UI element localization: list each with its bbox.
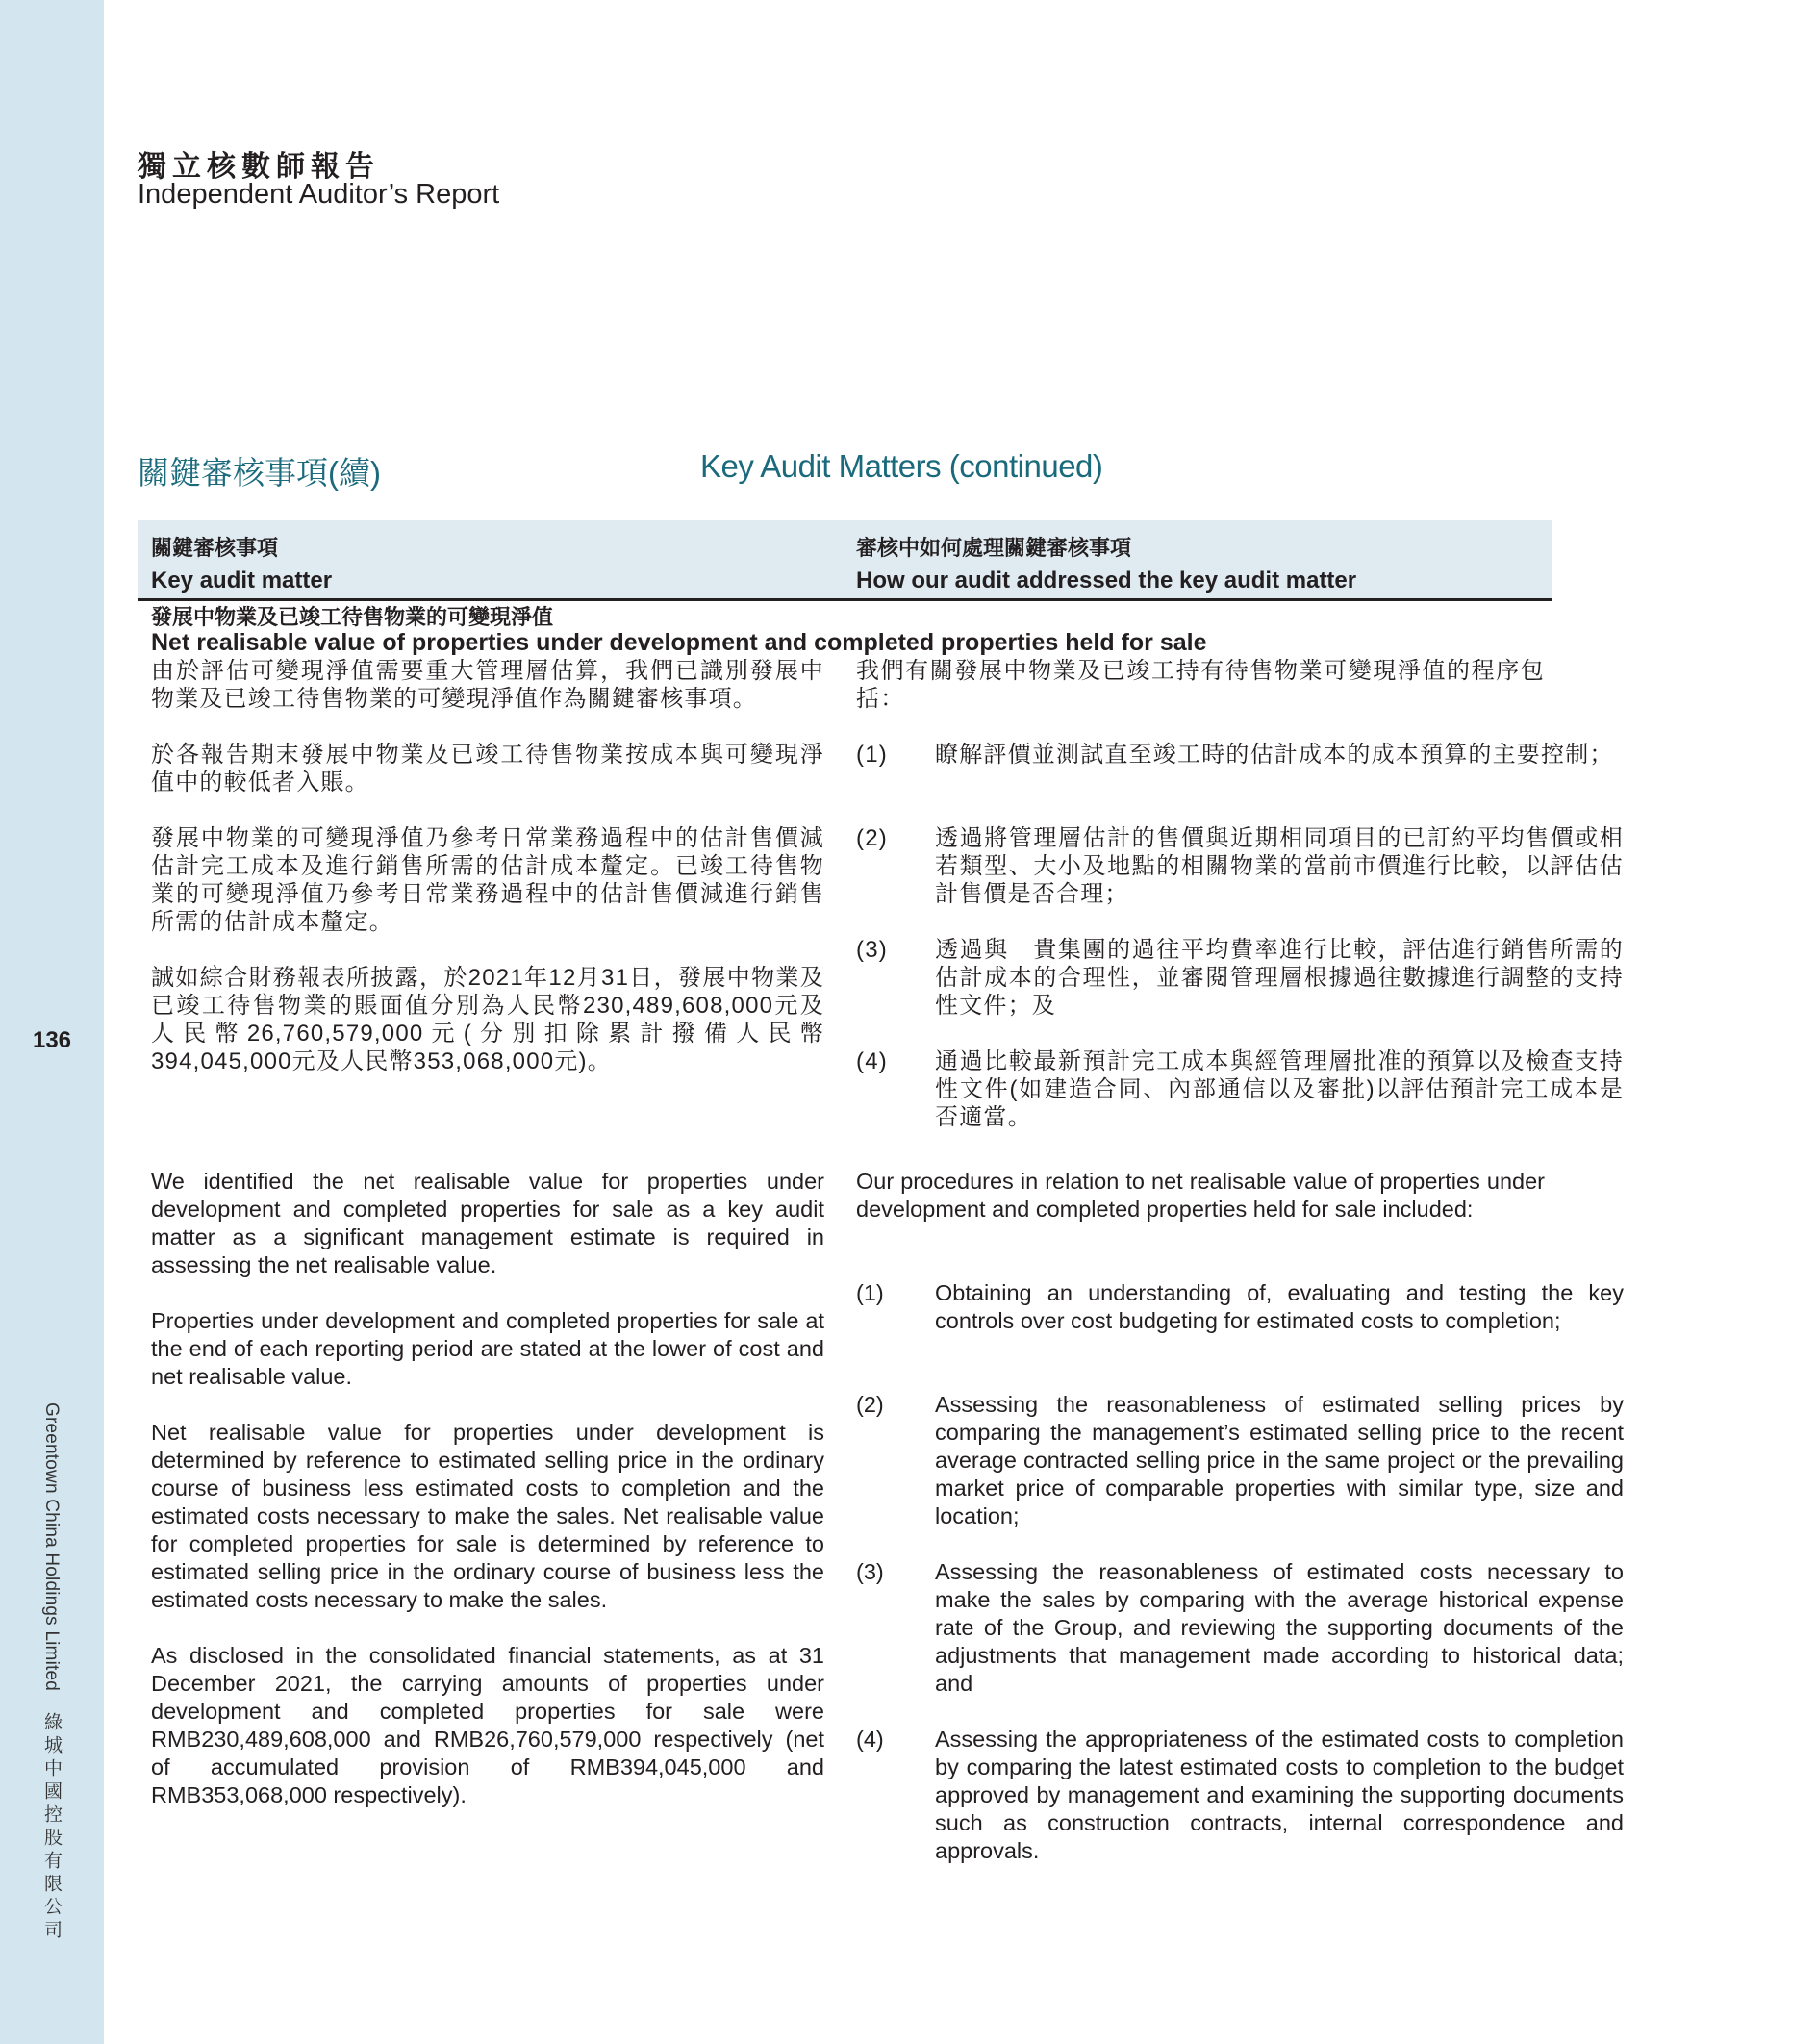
response-zh-item	[856, 1047, 1624, 1131]
response-zh-item	[856, 741, 1624, 769]
response-zh-item	[856, 824, 1624, 908]
kam-en-para-2: Properties under development and completed properties for sale at the end of each reporting period are stated at the lower of cost and net realisable value.	[151, 1308, 824, 1389]
item-text: 透過與 貴集團的過往平均費率進行比較，評估進行銷售所需的估計成本的合理性，並審閱管理層根據過往數據進行調整的支持性文件；及	[935, 937, 1624, 1019]
response-en-item	[856, 1558, 1624, 1698]
table-header	[138, 520, 1552, 601]
kam-en-para-3: Net realisable value for properties under development is determined by reference to estimated selling price in the ordinary course of business less estimated costs to completion and the estimated costs necessary to make the sales. Net realisable value for completed properties for sale is determined by reference to estimated selling price in the ordinary course of business less the estimated costs necessary to make the sales.	[151, 1420, 824, 1612]
response-en-item	[856, 1391, 1624, 1530]
column-header-zh: 審核中如何處理關鍵審核事項	[856, 536, 1132, 560]
item-text: Assessing the reasonableness of estimated costs necessary to make the sales by comparing with the average historical expense rate of the Group, and reviewing the supporting documents of the adjustments that management made according to historical data; and	[935, 1559, 1624, 1696]
company-name	[38, 1402, 64, 1943]
column-header-en: Key audit matter	[151, 568, 333, 593]
matter-title-zh: 發展中物業及已竣工待售物業的可變現淨值	[151, 605, 554, 629]
item-text: 通過比較最新預計完工成本與經管理層批准的預算以及檢查支持性文件(如建造合同、內部通信以及審批)以評估預計完工成本是否適當。	[935, 1048, 1624, 1130]
item-number: (1)	[856, 1280, 884, 1305]
column-header-zh: 關鍵審核事項	[151, 536, 279, 560]
kam-zh-para-2: 於各報告期末發展中物業及已竣工待售物業按成本與可變現淨值中的較低者入賬。	[151, 742, 824, 795]
column-header-audit-response	[856, 532, 1356, 597]
response-zh-item	[856, 936, 1624, 1020]
item-number: (2)	[856, 1392, 884, 1417]
sidebar	[0, 0, 104, 2044]
kam-en-para-4: As disclosed in the consolidated financial statements, as at 31 December 2021, the carrying amounts of properties under development and completed properties for sale were RMB230,489,608,000 and RMB26,760,579,000 respectively (net of accumulated provision of RMB394,045,000 and RMB353,068,000 respectively).	[151, 1643, 824, 1807]
section-title-en: Key Audit Matters (continued)	[700, 448, 1103, 484]
company-name-en: Greentown China Holdings Limited	[41, 1402, 62, 1691]
column-header-en: How our audit addressed the key audit matter	[856, 568, 1357, 593]
item-number: (4)	[856, 1727, 884, 1752]
response-en-intro: Our procedures in relation to net realisable value of properties under development and completed properties held for sale included:	[856, 1169, 1545, 1222]
response-en-item	[856, 1279, 1624, 1335]
item-text: Assessing the reasonableness of estimated selling prices by comparing the management’s estimated selling price to the recent average contracted selling price in the same project or the prevailing market price of comparable properties with similar type, size and location;	[935, 1392, 1624, 1528]
column-header-key-audit-matter	[151, 532, 332, 597]
item-text: Assessing the appropriateness of the estimated costs to completion by comparing the latest estimated costs to completion to the budget approved by management and examining the supporting documents such as construction contracts, internal correspondence and approvals.	[935, 1727, 1624, 1863]
section-title-zh: 關鍵審核事項(續)	[138, 455, 381, 491]
matter-title-en: Net realisable value of properties under development and completed properties held for sale	[151, 629, 1207, 656]
kam-zh-para-4: 誠如綜合財務報表所披露，於2021年12月31日，發展中物業及已竣工待售物業的賬面值分別為人民幣230,489,608,000元及人民幣26,760,579,000元(分別扣除累計撥備人民幣394,045,000元及人民幣353,068,000元)。	[151, 965, 824, 1074]
item-text: Obtaining an understanding of, evaluating and testing the key controls over cost budgeting for estimated costs to completion;	[935, 1280, 1624, 1333]
response-zh-intro: 我們有關發展中物業及已竣工持有待售物業可變現淨值的程序包括：	[856, 658, 1545, 712]
item-number: (1)	[856, 742, 888, 768]
item-text: 瞭解評價並測試直至竣工時的估計成本的成本預算的主要控制；	[935, 742, 1614, 768]
item-text: 透過將管理層估計的售價與近期相同項目的已訂約平均售價或相若類型、大小及地點的相關物業的當前市價進行比較，以評估估計售價是否合理；	[935, 825, 1624, 907]
document-title-en: Independent Auditor’s Report	[138, 179, 500, 210]
kam-zh-para-3: 發展中物業的可變現淨值乃參考日常業務過程中的估計售價減估計完工成本及進行銷售所需的估計成本釐定。已竣工待售物業的可變現淨值乃參考日常業務過程中的估計售價減進行銷售所需的估計成本釐定。	[151, 825, 824, 935]
item-number: (4)	[856, 1048, 888, 1074]
item-number: (2)	[856, 825, 888, 851]
document-title-zh: 獨立核數師報告	[138, 150, 380, 184]
matter-title	[151, 604, 1207, 656]
item-number: (3)	[856, 1559, 884, 1584]
kam-zh-para-1: 由於評估可變現淨值需要重大管理層估算，我們已識別發展中物業及已竣工待售物業的可變現淨值作為關鍵審核事項。	[151, 658, 824, 712]
item-number: (3)	[856, 937, 888, 963]
response-en-item	[856, 1726, 1624, 1865]
page-number: 136	[32, 1027, 72, 1053]
kam-en-para-1: We identified the net realisable value for properties under development and completed properties for sale as a key audit matter as a significant management estimate is required in assessing the net realisable value.	[151, 1169, 824, 1277]
company-name-zh: 綠城中國控股有限公司	[41, 1712, 62, 1943]
